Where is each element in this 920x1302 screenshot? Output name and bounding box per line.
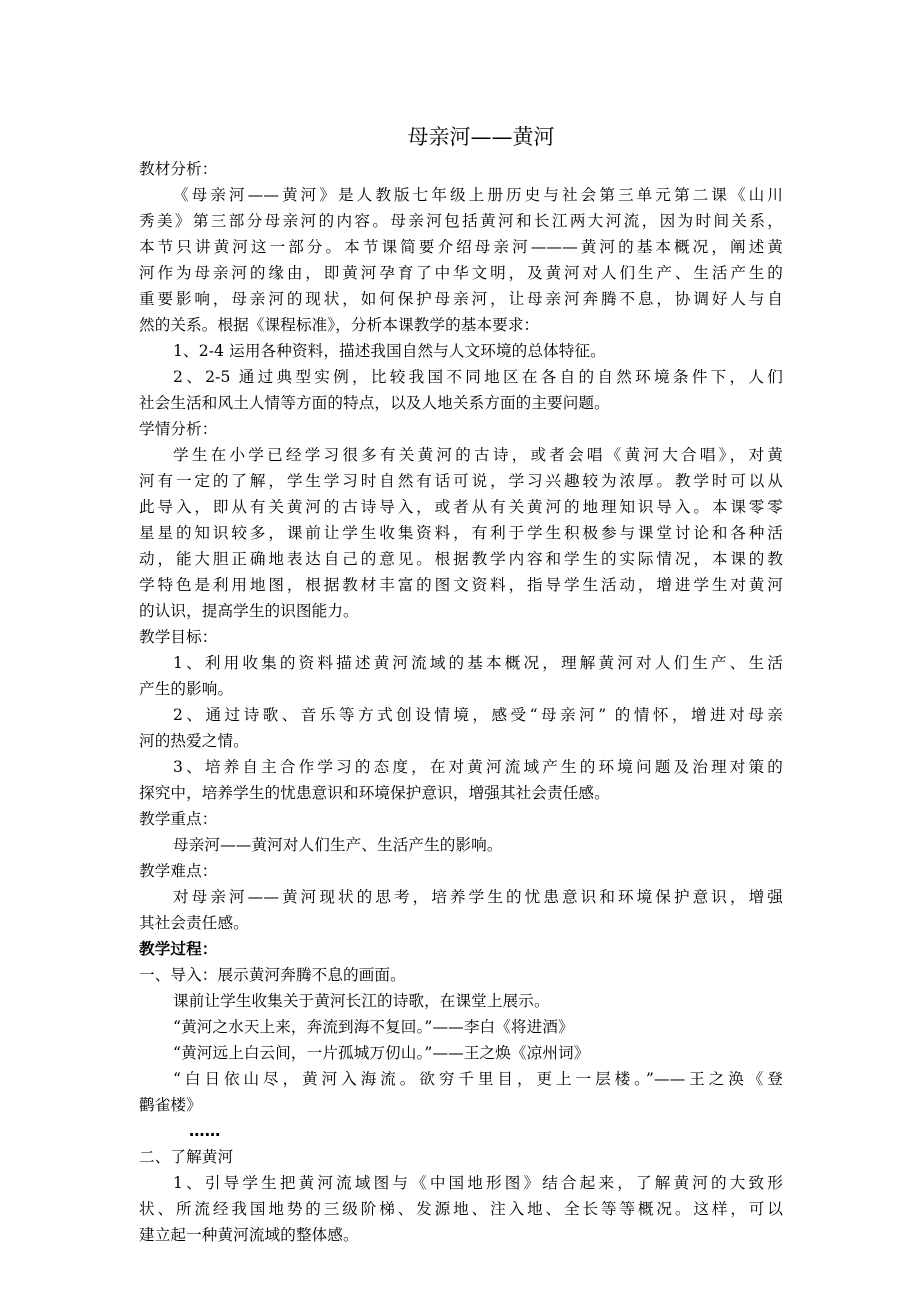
paragraph-line: 河作为母亲河的缘由，即黄河孕育了中华文明，及黄河对人们生产、生活产生的 xyxy=(139,264,783,282)
paragraph-line: 此导入，即从有关黄河的古诗导入，或者从有关黄河的地理知识导入。本课零零 xyxy=(139,498,783,516)
paragraph-line: 《母亲河——黄河》是人教版七年级上册历史与社会第三单元第二课《山川 xyxy=(173,186,783,204)
goal-item-1: 1、利用收集的资料描述黄河流域的基本概况，理解黄河对人们生产、生活 xyxy=(173,654,783,672)
paragraph-line: 重要影响，母亲河的现状，如何保护母亲河，让母亲河奔腾不息，协调好人与自 xyxy=(139,290,783,308)
step-heading-intro: 一、导入：展示黄河奔腾不息的画面。 xyxy=(139,966,406,984)
document-page xyxy=(139,118,783,1248)
section-heading-key: 教学重点： xyxy=(139,810,218,828)
paragraph-line: 产生的影响。 xyxy=(139,680,234,698)
paragraph-line: 河的热爱之情。 xyxy=(139,732,249,750)
paragraph-line: 学生在小学已经学习很多有关黄河的古诗，或者会唱《黄河大合唱》，对黄 xyxy=(173,446,783,464)
paragraph-line: 秀美》第三部分母亲河的内容。母亲河包括黄河和长江两大河流，因为时间关系， xyxy=(139,212,783,230)
goal-item-2: 2、通过诗歌、音乐等方式创设情境，感受“母亲河” 的情怀，增进对母亲 xyxy=(173,706,783,724)
step-heading-understand: 二、了解黄河 xyxy=(139,1148,234,1166)
paragraph-line: 的认识，提高学生的识图能力。 xyxy=(139,602,359,620)
section-heading-student: 学情分析： xyxy=(139,420,218,438)
poem-line-1: “黄河之水天上来，奔流到海不复回。”——李白《将进酒》 xyxy=(173,1018,574,1036)
paragraph-line: 建立起一种黄河流域的整体感。 xyxy=(139,1226,359,1244)
section-heading-goals: 教学目标： xyxy=(139,628,218,646)
intro-text: 课前让学生收集关于黄河长江的诗歌，在课堂上展示。 xyxy=(173,992,550,1010)
paragraph-line: 然的关系。根据《课程标准》，分析本课教学的基本要求： xyxy=(139,316,540,334)
document-title: 母亲河——黄河 xyxy=(407,125,555,149)
key-point-text: 母亲河——黄河对人们生产、生活产生的影响。 xyxy=(173,836,503,854)
paragraph-line: 探究中，培养学生的忧患意识和环境保护意识，增强其社会责任感。 xyxy=(139,784,610,802)
section-heading-material: 教材分析： xyxy=(139,160,218,178)
understand-item-1: 1、引导学生把黄河流域图与《中国地形图》结合起来，了解黄河的大致形 xyxy=(173,1174,783,1192)
paragraph-line: 本节只讲黄河这一部分。本节课简要介绍母亲河———黄河的基本概况，阐述黄 xyxy=(139,238,783,256)
paragraph-line: 其社会责任感。 xyxy=(139,914,249,932)
paragraph-line: 动，能大胆正确地表达自己的意见。根据教学内容和学生的实际情况，本课的教 xyxy=(139,550,783,568)
paragraph-line: 鹳雀楼》 xyxy=(139,1096,202,1114)
paragraph-line: 社会生活和风土人情等方面的特点，以及人地关系方面的主要问题。 xyxy=(139,394,610,412)
poem-line-2: “黄河远上白云间，一片孤城万仞山。”——王之焕《凉州词》 xyxy=(173,1044,590,1062)
paragraph-line: 河有一定的了解，学生学习时自然有话可说，学习兴趣较为浓厚。教学时可以从 xyxy=(139,472,783,490)
section-heading-difficulty: 教学难点： xyxy=(139,862,218,880)
standard-item-1: 1、2-4 运用各种资料，描述我国自然与人文环境的总体特征。 xyxy=(173,342,606,360)
paragraph-line: 状、所流经我国地势的三级阶梯、发源地、注入地、全长等等概况。这样，可以 xyxy=(139,1200,783,1218)
poem-line-3: “白日依山尽，黄河入海流。欲穷千里目，更上一层楼。”——王之涣《登 xyxy=(173,1070,783,1088)
ellipsis: …… xyxy=(189,1122,221,1140)
paragraph-line: 学特色是利用地图，根据教材丰富的图文资料，指导学生活动，增进学生对黄河 xyxy=(139,576,783,594)
paragraph-line: 星星的知识较多，课前让学生收集资料，有利于学生积极参与课堂讨论和各种活 xyxy=(139,524,783,542)
standard-item-2: 2、2-5 通过典型实例，比较我国不同地区在各自的自然环境条件下，人们 xyxy=(173,368,783,386)
section-heading-process: 教学过程： xyxy=(139,940,218,958)
goal-item-3: 3、培养自主合作学习的态度，在对黄河流域产生的环境问题及治理对策的 xyxy=(173,758,783,776)
difficulty-text: 对母亲河——黄河现状的思考，培养学生的忧患意识和环境保护意识，增强 xyxy=(173,888,783,906)
